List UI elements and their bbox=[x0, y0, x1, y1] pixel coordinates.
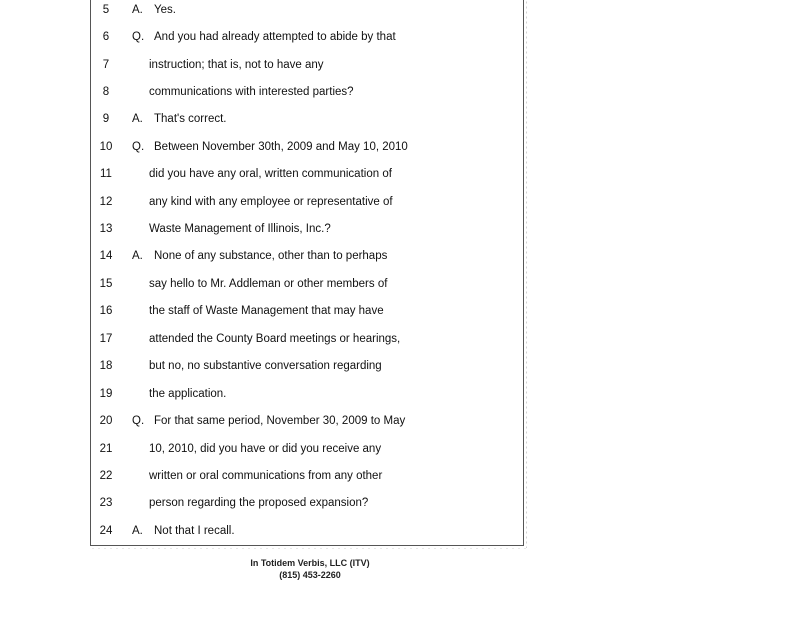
line-text: Not that I recall. bbox=[154, 525, 235, 537]
line-text: attended the County Board meetings or hearings, bbox=[149, 333, 401, 345]
line-text: None of any substance, other than to perhaps bbox=[154, 250, 388, 262]
footer-phone: (815) 453-2260 bbox=[279, 570, 341, 580]
transcript-line bbox=[90, 0, 524, 20]
transcript-line bbox=[90, 493, 524, 513]
speaker-marker: A. bbox=[132, 525, 143, 537]
transcript-line bbox=[90, 137, 524, 157]
line-text: did you have any oral, written communication of bbox=[149, 168, 392, 180]
line-number: 23 bbox=[99, 497, 113, 509]
line-number: 17 bbox=[99, 333, 113, 345]
line-number: 5 bbox=[102, 4, 110, 16]
line-text: Waste Management of Illinois, Inc.? bbox=[149, 223, 331, 235]
line-text: the application. bbox=[149, 388, 227, 400]
transcript-line bbox=[90, 274, 524, 294]
line-text: For that same period, November 30, 2009 to May bbox=[154, 415, 406, 427]
transcript-line bbox=[90, 246, 524, 266]
page-footer bbox=[190, 557, 430, 581]
line-number: 22 bbox=[99, 470, 113, 482]
line-number: 7 bbox=[102, 59, 110, 71]
speaker-marker: Q. bbox=[132, 415, 145, 427]
transcript-line bbox=[90, 466, 524, 486]
transcript-line bbox=[90, 301, 524, 321]
footer-company: In Totidem Verbis, LLC (ITV) bbox=[250, 558, 370, 568]
line-number: 9 bbox=[102, 113, 110, 125]
transcript-line bbox=[90, 192, 524, 212]
transcript-line bbox=[90, 384, 524, 404]
transcript-line bbox=[90, 27, 524, 47]
line-number: 16 bbox=[99, 305, 113, 317]
transcript-line bbox=[90, 219, 524, 239]
line-number: 11 bbox=[100, 168, 112, 180]
transcript-line bbox=[90, 439, 524, 459]
transcript-line bbox=[90, 164, 524, 184]
line-text: written or oral communications from any other bbox=[149, 470, 383, 482]
line-text: person regarding the proposed expansion? bbox=[149, 497, 369, 509]
line-number: 13 bbox=[99, 223, 113, 235]
transcript-line bbox=[90, 55, 524, 75]
transcript-line bbox=[90, 356, 524, 376]
line-number: 6 bbox=[102, 31, 110, 43]
line-number: 19 bbox=[99, 388, 113, 400]
line-number: 14 bbox=[99, 250, 113, 262]
speaker-marker: Q. bbox=[132, 141, 145, 153]
page-edge-shadow-right bbox=[525, 0, 528, 548]
line-number: 10 bbox=[99, 141, 113, 153]
line-text: Between November 30th, 2009 and May 10, 2010 bbox=[154, 141, 408, 153]
transcript-line bbox=[90, 109, 524, 129]
transcript-line bbox=[90, 411, 524, 431]
speaker-marker: A. bbox=[132, 4, 143, 16]
line-number: 18 bbox=[99, 360, 113, 372]
transcript-line bbox=[90, 82, 524, 102]
transcript-line bbox=[90, 521, 524, 541]
line-text: say hello to Mr. Addleman or other members of bbox=[149, 278, 388, 290]
line-text: but no, no substantive conversation regarding bbox=[149, 360, 382, 372]
line-text: Yes. bbox=[154, 4, 176, 16]
speaker-marker: A. bbox=[132, 250, 143, 262]
line-text: instruction; that is, not to have any bbox=[149, 59, 324, 71]
speaker-marker: A. bbox=[132, 113, 143, 125]
transcript-line bbox=[90, 329, 524, 349]
line-number: 8 bbox=[102, 86, 110, 98]
line-number: 24 bbox=[99, 525, 113, 537]
line-text: And you had already attempted to abide by that bbox=[154, 31, 396, 43]
line-text: communications with interested parties? bbox=[149, 86, 354, 98]
line-text: That's correct. bbox=[154, 113, 227, 125]
line-text: any kind with any employee or representative of bbox=[149, 196, 393, 208]
line-number: 15 bbox=[99, 278, 113, 290]
page-edge-shadow-bottom bbox=[90, 547, 528, 550]
line-number: 12 bbox=[99, 196, 113, 208]
speaker-marker: Q. bbox=[132, 31, 145, 43]
line-number: 20 bbox=[99, 415, 113, 427]
line-number: 21 bbox=[99, 443, 113, 455]
line-text: the staff of Waste Management that may have bbox=[149, 305, 384, 317]
line-text: 10, 2010, did you have or did you receive any bbox=[149, 443, 382, 455]
